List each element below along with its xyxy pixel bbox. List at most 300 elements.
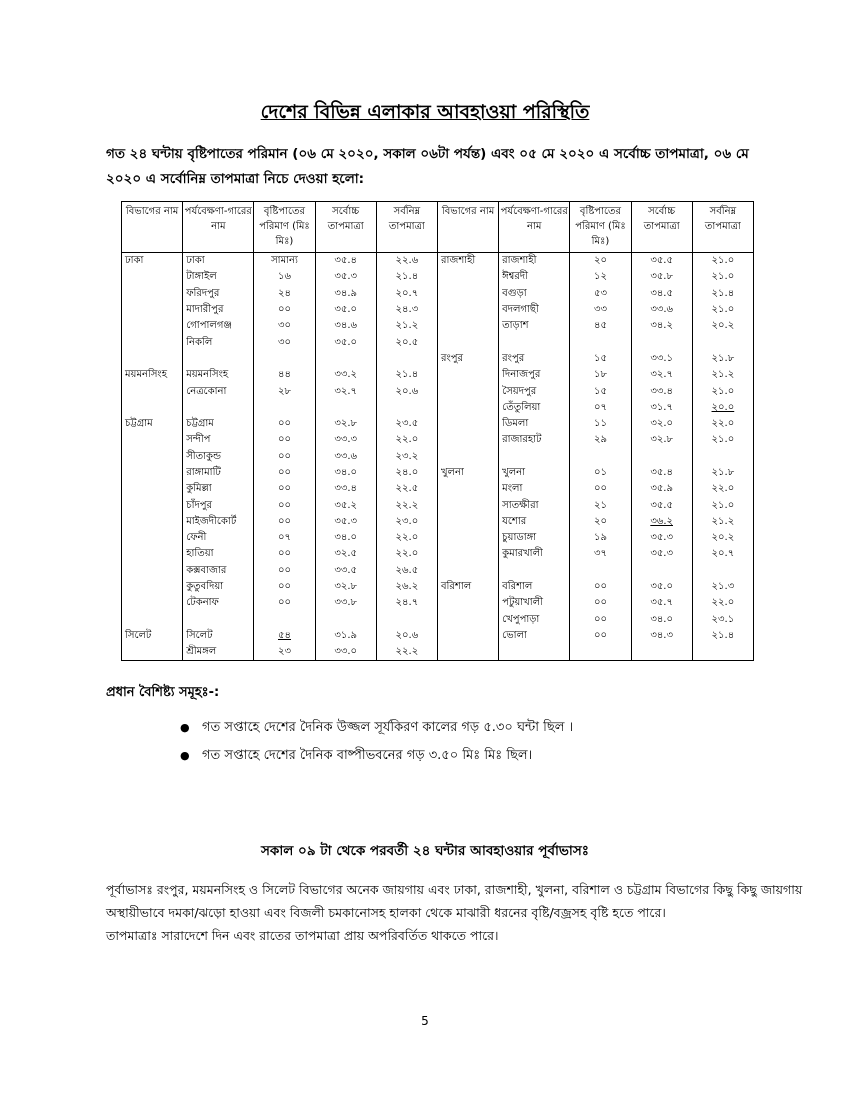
table-row (122, 612, 754, 628)
cell-division (437, 367, 498, 383)
table-row (122, 416, 754, 432)
cell-min-temp: ২০.৫ (376, 334, 437, 350)
cell-min-temp: ২১.০ (692, 253, 753, 270)
cell-min-temp: ২০.৬ (376, 628, 437, 644)
cell-rainfall: ২৪ (254, 286, 315, 302)
weather-table (121, 201, 754, 661)
temperature-paragraph: তাপমাত্রাঃ সারাদেশে দিন এবং রাতের তাপমাত্রা প্রায় অপরিবর্তিত থাকতে পারে। (106, 928, 499, 943)
cell-division (122, 579, 183, 595)
cell-max-temp: ৩৪.২ (631, 318, 692, 334)
cell-rainfall: ০০ (254, 449, 315, 465)
cell-station: ভোলা (499, 628, 570, 644)
cell-station: খেপুপাড়া (499, 612, 570, 628)
cell-min-temp: ২২.২ (376, 644, 437, 661)
table-row (122, 334, 754, 350)
cell-min-temp (376, 400, 437, 416)
cell-division (122, 465, 183, 481)
cell-min-temp: ২১.০ (692, 269, 753, 285)
cell-rainfall: ০০ (570, 579, 631, 595)
cell-max-temp: ৩৩.৫ (315, 563, 376, 579)
cell-max-temp (631, 449, 692, 465)
cell-max-temp (315, 612, 376, 628)
cell-division (122, 269, 183, 285)
cell-max-temp: ৩৩.৮ (315, 595, 376, 611)
cell-min-temp: ২৩.৫ (376, 416, 437, 432)
cell-division (437, 595, 498, 611)
cell-station: ফেনী (183, 530, 254, 546)
header-station: পর্যবেক্ষণা-গারের নাম (183, 202, 254, 253)
cell-rainfall: ০০ (254, 514, 315, 530)
cell-max-temp: ৩৪.০ (315, 465, 376, 481)
cell-station: নেত্রকোনা (183, 383, 254, 399)
cell-division (122, 302, 183, 318)
cell-rainfall (254, 351, 315, 367)
cell-station: মাদারীপুর (183, 302, 254, 318)
header-station: পর্যবেক্ষণা-গারের নাম (499, 202, 570, 253)
cell-max-temp: ৩২.০ (631, 416, 692, 432)
cell-station (499, 449, 570, 465)
cell-rainfall: ১৯ (570, 530, 631, 546)
cell-division (122, 334, 183, 350)
header-min-temp: সর্বনিম্ন তাপমাত্রা (376, 202, 437, 253)
bullet-list (180, 716, 573, 772)
cell-division (122, 351, 183, 367)
cell-max-temp: ৩৩.৪ (315, 481, 376, 497)
cell-min-temp (692, 449, 753, 465)
cell-division (122, 514, 183, 530)
cell-division (122, 318, 183, 334)
cell-min-temp: ২১.২ (376, 318, 437, 334)
cell-min-temp: ২০.৭ (692, 546, 753, 562)
table-row (122, 318, 754, 334)
forecast-heading: সকাল ০৯ টা থেকে পরবর্তী ২৪ ঘন্টার আবহাওয়ার পূর্বাভাসঃ (261, 843, 589, 859)
cell-rainfall: ০০ (570, 612, 631, 628)
cell-rainfall: ৩০ (254, 334, 315, 350)
cell-max-temp: ৩৩.৬ (315, 449, 376, 465)
cell-rainfall (254, 612, 315, 628)
header-max-temp: সর্বোচ্চ তাপমাত্রা (631, 202, 692, 253)
cell-division (437, 416, 498, 432)
cell-max-temp: ৩৫.৮ (631, 269, 692, 285)
cell-max-temp: ৩৬.২ (631, 514, 692, 530)
cell-max-temp: ৩৫.৫ (631, 497, 692, 513)
cell-min-temp (376, 612, 437, 628)
cell-division: ময়মনসিংহ (122, 367, 183, 383)
cell-rainfall: ০০ (254, 302, 315, 318)
cell-min-temp: ২১.০ (692, 302, 753, 318)
cell-min-temp: ২০.৭ (376, 286, 437, 302)
cell-division (437, 383, 498, 399)
cell-min-temp: ২২.০ (692, 595, 753, 611)
cell-max-temp: ৩৩.৬ (631, 302, 692, 318)
cell-min-temp: ২২.০ (692, 481, 753, 497)
cell-rainfall: ৩৭ (570, 546, 631, 562)
cell-rainfall: ০০ (254, 546, 315, 562)
cell-division (437, 334, 498, 350)
cell-min-temp: ২২.০ (376, 530, 437, 546)
cell-station: রাজশাহী (499, 253, 570, 270)
cell-min-temp (692, 334, 753, 350)
cell-division (437, 481, 498, 497)
cell-min-temp: ২১.২ (692, 514, 753, 530)
cell-max-temp: ৩২.৭ (315, 383, 376, 399)
cell-rainfall: ২১ (570, 497, 631, 513)
cell-min-temp: ২১.০ (692, 497, 753, 513)
table-row (122, 302, 754, 318)
page-number: 5 (421, 1014, 429, 1028)
cell-division (437, 432, 498, 448)
cell-max-temp: ৩৫.০ (315, 334, 376, 350)
cell-rainfall: ১২ (570, 269, 631, 285)
cell-station (499, 334, 570, 350)
header-rainfall: বৃষ্টিপাতের পরিমাণ (মিঃ মিঃ) (570, 202, 631, 253)
header-rainfall: বৃষ্টিপাতের পরিমাণ (মিঃ মিঃ) (254, 202, 315, 253)
cell-max-temp: ৩৫.৫ (631, 253, 692, 270)
cell-min-temp: ২৬.২ (376, 579, 437, 595)
table-row (122, 400, 754, 416)
cell-station (183, 351, 254, 367)
cell-min-temp (692, 644, 753, 661)
cell-station: যশোর (499, 514, 570, 530)
table-row (122, 563, 754, 579)
cell-station: ঢাকা (183, 253, 254, 270)
cell-division: রংপুর (437, 351, 498, 367)
cell-min-temp: ২২.৫ (376, 481, 437, 497)
cell-min-temp: ২৩.১ (692, 612, 753, 628)
cell-station: নিকলি (183, 334, 254, 350)
cell-division (122, 563, 183, 579)
cell-min-temp: ২৬.৫ (376, 563, 437, 579)
cell-min-temp: ২০.০ (692, 400, 753, 416)
cell-rainfall: ১১ (570, 416, 631, 432)
table-row (122, 497, 754, 513)
cell-max-temp: ৩৪.৯ (315, 286, 376, 302)
cell-division (122, 644, 183, 661)
table-row (122, 465, 754, 481)
cell-min-temp: ২১.৪ (376, 269, 437, 285)
cell-rainfall: ২৯ (570, 432, 631, 448)
cell-rainfall: ১৫ (570, 383, 631, 399)
cell-division (437, 514, 498, 530)
cell-min-temp: ২২.০ (692, 416, 753, 432)
cell-min-temp: ২৪.৩ (376, 302, 437, 318)
cell-station: সিলেট (183, 628, 254, 644)
cell-division (122, 481, 183, 497)
cell-max-temp (631, 563, 692, 579)
header-division: বিভাগের নাম (122, 202, 183, 253)
cell-rainfall: ০০ (254, 563, 315, 579)
table-row (122, 383, 754, 399)
cell-division (437, 644, 498, 661)
cell-min-temp: ২০.২ (692, 530, 753, 546)
bullet-text: গত সপ্তাহে দেশের দৈনিক উজ্জল সূর্যকিরণ কালের গড় ৫.৩০ ঘন্টা ছিল । (202, 720, 574, 735)
cell-division (122, 449, 183, 465)
cell-max-temp: ৩৪.৬ (315, 318, 376, 334)
cell-max-temp (315, 400, 376, 416)
table-row (122, 595, 754, 611)
cell-station: ফরিদপুর (183, 286, 254, 302)
header-min-temp: সর্বনিম্ন তাপমাত্রা (692, 202, 753, 253)
cell-division (437, 612, 498, 628)
table-row (122, 367, 754, 383)
cell-rainfall: ৩০ (254, 318, 315, 334)
cell-station: হাতিয়া (183, 546, 254, 562)
cell-rainfall: ০৭ (254, 530, 315, 546)
cell-rainfall: ০০ (570, 628, 631, 644)
cell-division (437, 530, 498, 546)
cell-rainfall (570, 563, 631, 579)
cell-min-temp (376, 351, 437, 367)
cell-rainfall: ২৮ (254, 383, 315, 399)
cell-rainfall: ৪৫ (570, 318, 631, 334)
table-row (122, 269, 754, 285)
cell-max-temp: ৩৩.০ (315, 644, 376, 661)
cell-rainfall: ০০ (254, 579, 315, 595)
cell-max-temp: ৩৫.২ (315, 497, 376, 513)
table-row (122, 514, 754, 530)
cell-station: কুমারখালী (499, 546, 570, 562)
table-row (122, 530, 754, 546)
table-row (122, 432, 754, 448)
list-item (180, 744, 573, 772)
cell-rainfall: ১৫ (570, 351, 631, 367)
cell-rainfall: ০১ (570, 465, 631, 481)
cell-rainfall: ১৮ (570, 367, 631, 383)
cell-station: বরিশাল (499, 579, 570, 595)
cell-division (122, 612, 183, 628)
cell-max-temp: ৩৫.৪ (315, 253, 376, 270)
cell-station: সন্দীপ (183, 432, 254, 448)
table-header-row (122, 202, 754, 253)
bullet-icon: ● (180, 749, 190, 762)
table-row (122, 481, 754, 497)
header-max-temp: সর্বোচ্চ তাপমাত্রা (315, 202, 376, 253)
cell-max-temp: ৩৪.০ (631, 612, 692, 628)
cell-max-temp: ৩৫.৩ (315, 269, 376, 285)
bullet-text: গত সপ্তাহে দেশের দৈনিক বাষ্পীভবনের গড় ৩.৫০ মিঃ মিঃ ছিল। (202, 748, 533, 763)
cell-max-temp: ৩২.৮ (631, 432, 692, 448)
cell-max-temp: ৩৫.৩ (631, 530, 692, 546)
cell-min-temp: ২১.০ (692, 432, 753, 448)
cell-max-temp: ৩৫.৯ (631, 481, 692, 497)
table-row (122, 449, 754, 465)
cell-station (183, 400, 254, 416)
cell-rainfall: ৫৩ (570, 286, 631, 302)
cell-division (437, 563, 498, 579)
table-row (122, 644, 754, 661)
cell-station: মাইজদীকোর্ট (183, 514, 254, 530)
cell-min-temp: ২২.২ (376, 497, 437, 513)
cell-max-temp: ৩১.৯ (315, 628, 376, 644)
cell-rainfall (254, 400, 315, 416)
cell-station: খুলনা (499, 465, 570, 481)
cell-division (437, 302, 498, 318)
cell-rainfall: ০৭ (570, 400, 631, 416)
cell-division (122, 497, 183, 513)
cell-min-temp: ২২.০ (376, 432, 437, 448)
cell-division (437, 497, 498, 513)
cell-station: রাঙ্গামাটি (183, 465, 254, 481)
cell-max-temp: ৩১.৭ (631, 400, 692, 416)
cell-station: চাঁদপুর (183, 497, 254, 513)
cell-station: রংপুর (499, 351, 570, 367)
cell-max-temp: ৩২.৫ (315, 546, 376, 562)
cell-min-temp: ২২.৬ (376, 253, 437, 270)
table-row (122, 546, 754, 562)
cell-station: সাতক্ষীরা (499, 497, 570, 513)
cell-rainfall (570, 644, 631, 661)
cell-rainfall: ০০ (254, 481, 315, 497)
cell-min-temp: ২২.০ (376, 546, 437, 562)
cell-station: মংলা (499, 481, 570, 497)
cell-rainfall: ০০ (570, 595, 631, 611)
cell-rainfall: ০০ (570, 481, 631, 497)
cell-max-temp: ৩৫.৩ (315, 514, 376, 530)
cell-rainfall: ০০ (254, 595, 315, 611)
cell-division (437, 628, 498, 644)
table-row (122, 579, 754, 595)
cell-rainfall: ৪৪ (254, 367, 315, 383)
cell-max-temp: ৩৫.৩ (631, 546, 692, 562)
cell-station: পটুয়াখালী (499, 595, 570, 611)
cell-rainfall: ৩৩ (570, 302, 631, 318)
cell-division (437, 318, 498, 334)
cell-min-temp: ২৩.০ (376, 514, 437, 530)
cell-station: ডিমলা (499, 416, 570, 432)
cell-rainfall: ১৬ (254, 269, 315, 285)
cell-min-temp: ২১.৮ (692, 465, 753, 481)
cell-rainfall (570, 334, 631, 350)
cell-max-temp (631, 644, 692, 661)
cell-division (437, 400, 498, 416)
cell-division (122, 286, 183, 302)
cell-station: কুমিল্লা (183, 481, 254, 497)
cell-min-temp: ২১.২ (692, 367, 753, 383)
cell-min-temp: ২১.৮ (692, 351, 753, 367)
cell-station: চুয়াডাঙ্গা (499, 530, 570, 546)
cell-min-temp: ২১.৪ (692, 286, 753, 302)
cell-min-temp: ২০.৬ (376, 383, 437, 399)
cell-max-temp: ৩৪.৫ (631, 286, 692, 302)
cell-max-temp: ৩২.৮ (315, 579, 376, 595)
cell-station: গোপালগঞ্জ (183, 318, 254, 334)
table-body (122, 253, 754, 661)
cell-rainfall: ২০ (570, 253, 631, 270)
cell-min-temp (692, 563, 753, 579)
cell-rainfall: ০০ (254, 432, 315, 448)
cell-division (437, 286, 498, 302)
cell-station: দিনাজপুর (499, 367, 570, 383)
cell-station: সীতাকুন্ড (183, 449, 254, 465)
cell-min-temp: ২০.২ (692, 318, 753, 334)
table-row (122, 286, 754, 302)
cell-station: ময়মনসিংহ (183, 367, 254, 383)
cell-division (122, 546, 183, 562)
cell-division (437, 546, 498, 562)
cell-max-temp: ৩৩.৩ (315, 432, 376, 448)
forecast-paragraph: পূর্বাভাসঃ রংপুর, ময়মনসিংহ ও সিলেট বিভাগের অনেক জায়গায় এবং ঢাকা, রাজশাহী, খুলনা, বরিশাল ও চট্টগ্রাম বিভাগের কিছু কিছু জায়গায় অস্থায়ীভাবে দমকা/ঝড়ো হাওয়া এবং বিজলী চমকানোসহ হালকা থেকে মাঝারী ধরনের বৃষ্টি/বজ্রসহ বৃষ্টি হতে পারে। (106, 882, 803, 920)
cell-station: বগুড়া (499, 286, 570, 302)
cell-min-temp: ২৪.০ (376, 465, 437, 481)
cell-station: সৈয়দপুর (499, 383, 570, 399)
cell-station: বদলগাছী (499, 302, 570, 318)
cell-rainfall (570, 449, 631, 465)
cell-min-temp: ২১.৩ (692, 579, 753, 595)
cell-station: তেঁতুলিয়া (499, 400, 570, 416)
cell-division: সিলেট (122, 628, 183, 644)
table-row (122, 253, 754, 270)
cell-division (122, 400, 183, 416)
intro-paragraph: গত ২৪ ঘন্টায় বৃষ্টিপাতের পরিমান (০৬ মে ২০২০, সকাল ০৬টা পর্যন্ত) এবং ০৫ মে ২০২০ এ সর্বোচ্চ তাপমাত্রা, ০৬ মে ২০২০ এ সর্বোনিম্ন তাপমাত্রা নিচে দেওয়া হলো: (106, 146, 749, 187)
bullet-icon: ● (180, 721, 190, 734)
cell-station (499, 563, 570, 579)
cell-station (183, 612, 254, 628)
cell-max-temp: ৩৫.০ (315, 302, 376, 318)
cell-rainfall: ২০ (570, 514, 631, 530)
cell-rainfall: ০০ (254, 497, 315, 513)
cell-division: খুলনা (437, 465, 498, 481)
cell-division (122, 595, 183, 611)
cell-division: রাজশাহী (437, 253, 498, 270)
cell-station: কক্সবাজার (183, 563, 254, 579)
cell-station: টাঙ্গাইল (183, 269, 254, 285)
cell-station: রাজারহাট (499, 432, 570, 448)
cell-station: ঈশ্বরদী (499, 269, 570, 285)
cell-rainfall: ৫৪ (254, 628, 315, 644)
list-item (180, 716, 573, 744)
cell-max-temp: ৩৪.০ (315, 530, 376, 546)
cell-max-temp: ৩৩.৪ (631, 383, 692, 399)
cell-max-temp (315, 351, 376, 367)
cell-min-temp: ২১.০ (692, 383, 753, 399)
cell-max-temp: ৩৩.১ (631, 351, 692, 367)
cell-division: ঢাকা (122, 253, 183, 270)
cell-max-temp: ৩৫.৪ (631, 465, 692, 481)
cell-max-temp (631, 334, 692, 350)
cell-max-temp: ৩২.৭ (631, 367, 692, 383)
cell-station: চট্টগ্রাম (183, 416, 254, 432)
cell-station: টেকনাফ (183, 595, 254, 611)
cell-max-temp: ৩৪.৩ (631, 628, 692, 644)
table-row (122, 628, 754, 644)
cell-station: শ্রীমঙ্গল (183, 644, 254, 661)
cell-division: বরিশাল (437, 579, 498, 595)
cell-max-temp: ৩৫.৭ (631, 595, 692, 611)
cell-rainfall: ২৩ (254, 644, 315, 661)
cell-division (122, 432, 183, 448)
cell-min-temp: ২৪.৭ (376, 595, 437, 611)
cell-division (122, 530, 183, 546)
cell-min-temp: ২১.৪ (692, 628, 753, 644)
cell-division (437, 269, 498, 285)
table-row (122, 351, 754, 367)
cell-rainfall: সামান্য (254, 253, 315, 270)
cell-division (437, 449, 498, 465)
cell-max-temp: ৩৫.০ (631, 579, 692, 595)
cell-division (122, 383, 183, 399)
cell-station: কুতুবদিয়া (183, 579, 254, 595)
cell-min-temp: ২৩.২ (376, 449, 437, 465)
cell-max-temp: ৩২.৮ (315, 416, 376, 432)
cell-station (499, 644, 570, 661)
forecast-section (106, 878, 806, 947)
features-heading: প্রধান বৈশিষ্ট্য সমূহঃ-: (106, 685, 220, 700)
page-title: দেশের বিভিন্ন এলাকার আবহাওয়া পরিস্থিতি (260, 101, 590, 123)
cell-station: তাড়াশ (499, 318, 570, 334)
cell-division: চট্টগ্রাম (122, 416, 183, 432)
cell-rainfall: ০০ (254, 465, 315, 481)
cell-min-temp: ২১.৪ (376, 367, 437, 383)
